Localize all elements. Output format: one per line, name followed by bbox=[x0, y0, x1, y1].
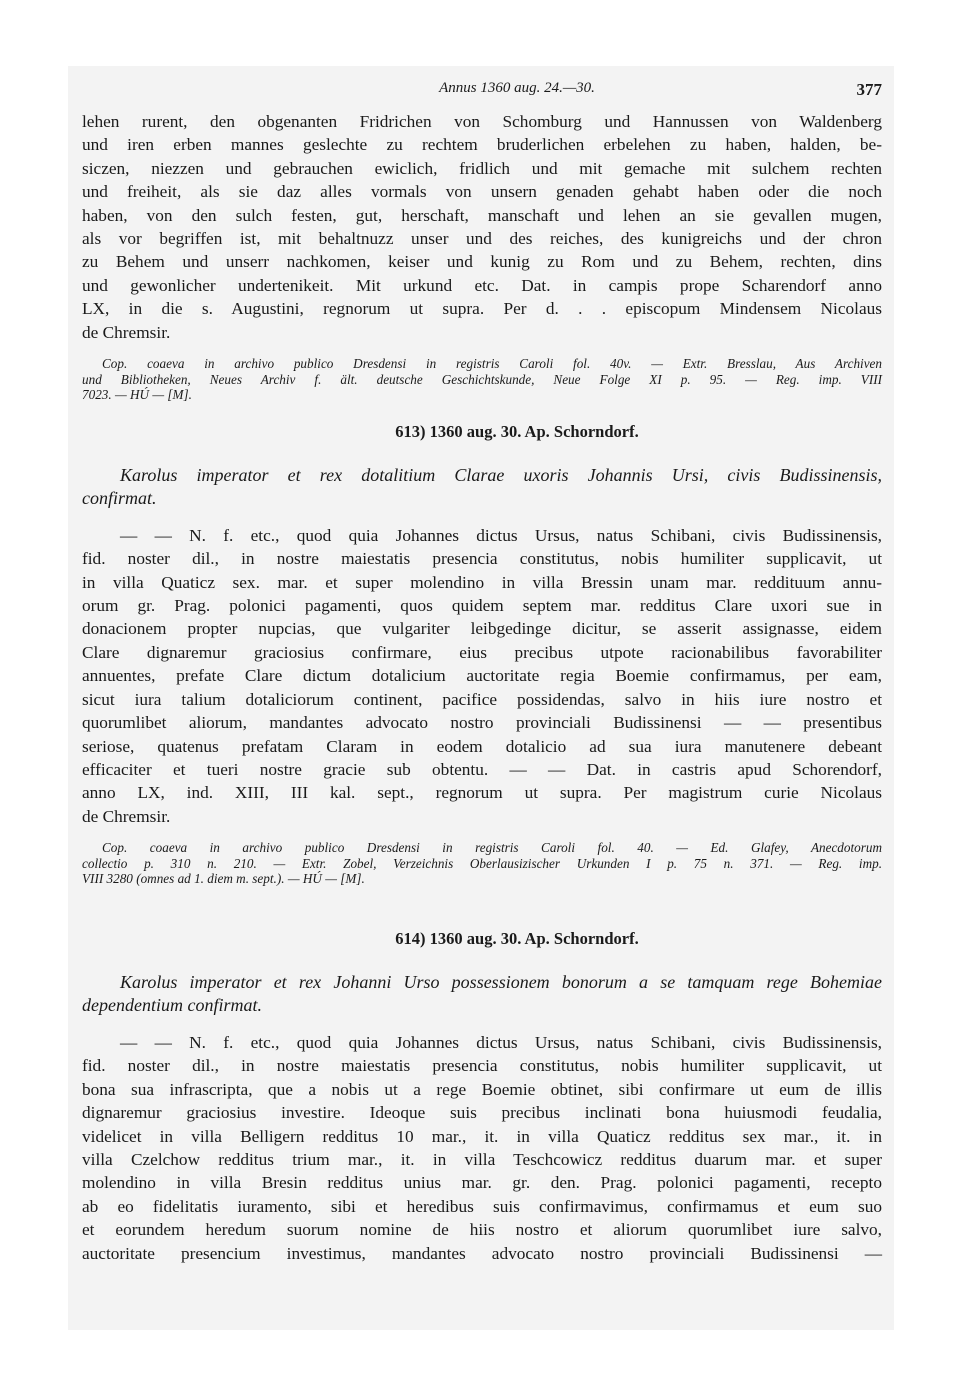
note-line: VIII 3280 (omnes ad 1. diem m. sept.). — HÚ — [M]. bbox=[82, 871, 365, 887]
text-line: videlicet in villa Belligern redditus 10 mar., it. in villa Quaticz redditus sex mar., it. in bbox=[82, 1126, 882, 1146]
text-line: siczen, niezzen und gebrauchen ewiclich, fridlich und mit gemache mit sulchem rechten bbox=[82, 158, 882, 178]
text-line: sicut iura talium dotaliciorum continent, pacifice possidendas, salvo in hiis iure nostro et bbox=[82, 689, 882, 709]
text-line: et eorundem heredum suorum nomine de hiis nostro et aliorum quorumlibet iure salvo, bbox=[82, 1220, 882, 1240]
text-line: lehen rurent, den obgenanten Fridrichen von Schomburg und Hannussen von Waldenberg bbox=[82, 112, 882, 131]
note-line: Cop. coaeva in archivo publico Dresdensi in registris Caroli fol. 40v. — Extr. Bresslau, Aus Archiven bbox=[102, 356, 882, 372]
continuation-text bbox=[82, 110, 882, 344]
text-line: auctoritate presencium investimus, mandantes advocato nostro provinciali Budissinensi — bbox=[82, 1243, 882, 1263]
text-line: — — N. f. etc., quod quia Johannes dictus Ursus, natus Schibani, civis Budissinensis, bbox=[120, 525, 882, 545]
text-line: fid. noster dil., in nostre maiestatis presencia constitutus, nobis humiliter supplicavit, ut bbox=[82, 1056, 882, 1076]
page-header bbox=[82, 80, 882, 108]
page-content bbox=[82, 80, 882, 1265]
text-line: efficaciter et tueri nostre gracie sub obtentu. — — Dat. in castris apud Schorendorf, bbox=[82, 759, 882, 779]
text-line: und gewonlicher undertenikeit. Mit urkund etc. Dat. in campis prope Scharendorf anno bbox=[82, 275, 882, 295]
text-line: annuentes, prefate Clare dictum dotalicium auctoritate regia Boemie confirmamus, per eam, bbox=[82, 666, 882, 686]
text-line: anno LX, ind. XIII, III kal. sept., regnorum ut supra. Per magistrum curie Nicolaus bbox=[82, 783, 882, 803]
note-line: Cop. coaeva in archivo publico Dresdensi in registris Caroli fol. 40. — Ed. Glafey, Anecdotorum bbox=[102, 840, 882, 856]
text-line: donacionem propter nupcias, que vulgariter leibgedinge dicitur, se asserit assignasse, eidem bbox=[82, 619, 882, 639]
entry-text bbox=[82, 524, 882, 828]
entry-abstract bbox=[82, 464, 882, 510]
text-line: orum gr. Prag. polonici pagamenti, quos quidem septem mar. redditus Clare uxori sue in bbox=[82, 596, 882, 616]
text-line: zu Behem und unserr nachkomen, keiser und kunig zu Rom und zu Behem, rechten, dins bbox=[82, 252, 882, 272]
text-line: ab eo fidelitatis iuramento, sibi et heredibus suis confirmavimus, confirmamus et eum suo bbox=[82, 1196, 882, 1216]
abstract-line: Karolus imperator et rex dotalitium Clarae uxoris Johannis Ursi, civis Budissinensis, bbox=[120, 464, 882, 485]
text-line: — — N. f. etc., quod quia Johannes dictus Ursus, natus Schibani, civis Budissinensis, bbox=[120, 1032, 882, 1052]
text-line: bona sua infrascripta, que a nobis ut a rege Boemie obtinet, sibi confirmare ut eum de illis bbox=[82, 1079, 882, 1099]
entry-heading: 614) 1360 aug. 30. Ap. Schorndorf. bbox=[395, 928, 639, 948]
text-line: quorumlibet aliorum, mandantes advocato nostro provinciali Budissinensi — — presentibus bbox=[82, 713, 882, 733]
text-line: fid. noster dil., in nostre maiestatis presencia constitutus, nobis humiliter supplicavit, ut bbox=[82, 549, 882, 569]
source-note bbox=[82, 356, 882, 403]
page-number: 377 bbox=[856, 80, 882, 99]
text-line: in villa Quaticz sex. mar. et super molendino in villa Bressin unam mar. reddituum annu- bbox=[82, 572, 882, 592]
text-line: haben, von den sulch festen, gut, herschaft, manschaft und lehen an sie gevallen mugen, bbox=[82, 205, 882, 225]
text-line: und freiheit, als sie daz alles vormals von unsern genaden gehabt haben oder die noch bbox=[82, 182, 882, 202]
text-line: Clare dignaremur graciosius confirmare, eius precibus utpote racionabilibus favorabiliter bbox=[82, 642, 882, 662]
text-line: de Chremsir. bbox=[82, 322, 171, 342]
abstract-line: confirmat. bbox=[82, 487, 157, 508]
note-line: 7023. — HÚ — [M]. bbox=[82, 387, 192, 403]
abstract-line: dependentium confirmat. bbox=[82, 994, 262, 1015]
note-line: collectio p. 310 n. 210. — Extr. Zobel, Verzeichnis Oberlausizischer Urkunden I p. 75 n. 371. — Reg. imp. bbox=[82, 855, 882, 871]
text-line: molendino in villa Bresin redditus unius mar. gr. den. Prag. polonici pagamenti, recepto bbox=[82, 1173, 882, 1193]
text-line: dignaremur graciosius investire. Ideoque suis precibus inclinati bona huiusmodi feudalia, bbox=[82, 1103, 882, 1123]
text-line: de Chremsir. bbox=[82, 806, 171, 826]
running-title: Annus 1360 aug. 24.—30. bbox=[439, 80, 595, 96]
text-line: villa Czelchow redditus trium mar., it. in villa Teschcowicz redditus duarum mar. et super bbox=[82, 1149, 882, 1169]
abstract-line: Karolus imperator et rex Johanni Urso possessionem bonorum a se tamquam rege Bohemiae bbox=[120, 971, 882, 992]
text-line: seriose, quatenus prefatam Claram in eodem dotalicio ad sua iura manutenere debeant bbox=[82, 736, 882, 756]
entry-heading: 613) 1360 aug. 30. Ap. Schorndorf. bbox=[395, 421, 639, 441]
source-note bbox=[82, 840, 882, 887]
note-line: und Bibliotheken, Neues Archiv f. ält. deutsche Geschichtskunde, Neue Folge XI p. 95. — Reg. imp. VIII bbox=[82, 371, 882, 387]
text-line: und iren erben mannes geslechte zu rechtem bruderlichen erbelehen zu haben, halden, be- bbox=[82, 135, 882, 155]
entry-abstract bbox=[82, 971, 882, 1017]
text-line: als vor begriffen ist, mit behaltnuzz unser und des reiches, des kunigreichs und der chron bbox=[82, 229, 882, 249]
text-line: LX, in die s. Augustini, regnorum ut supra. Per d. . . episcopum Mindensem Nicolaus bbox=[82, 299, 882, 319]
entry-text bbox=[82, 1031, 882, 1265]
